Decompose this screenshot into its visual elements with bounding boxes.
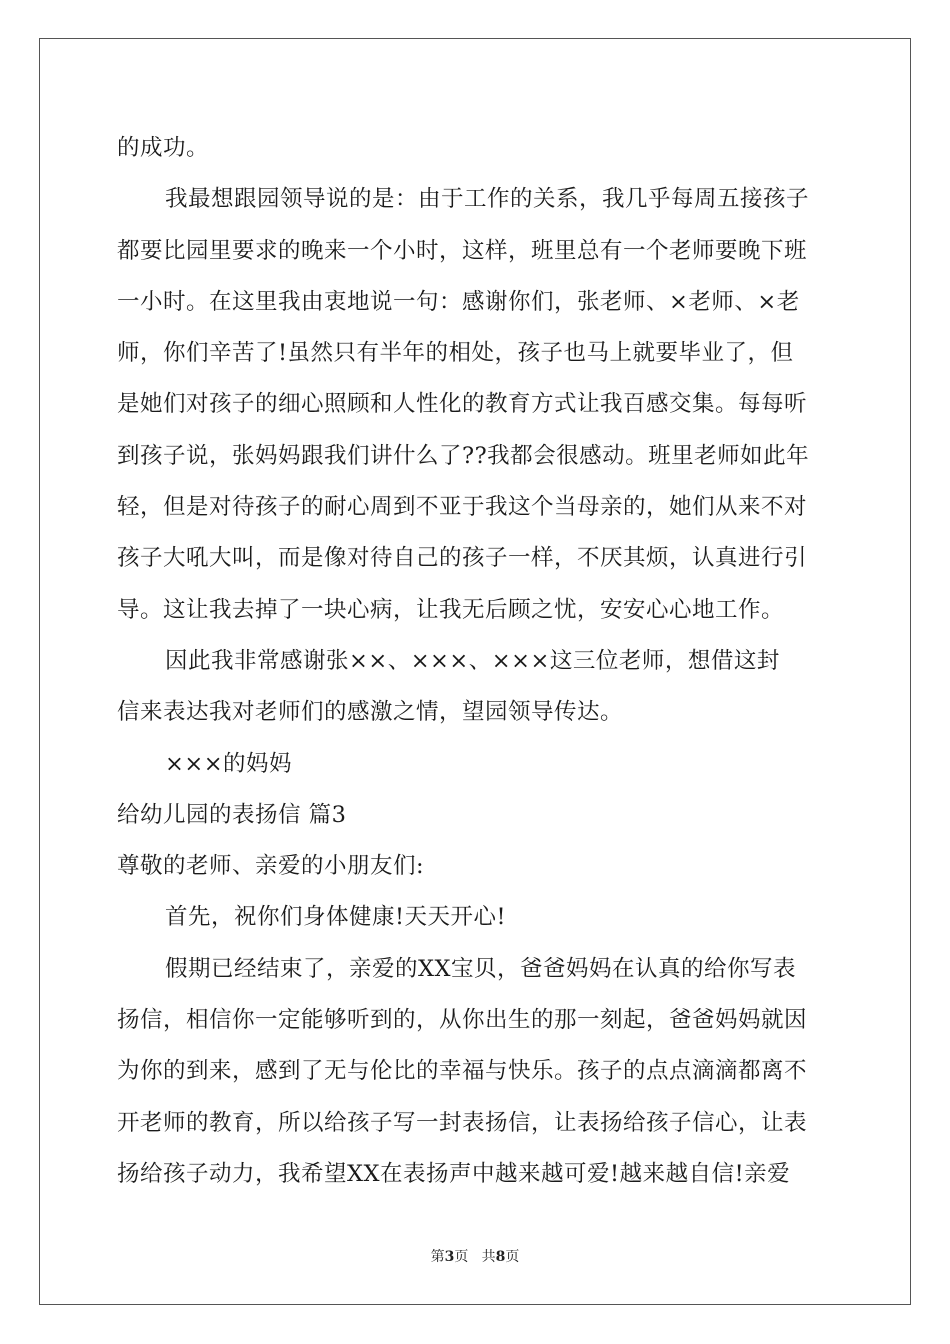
salutation: 尊敬的老师、亲爱的小朋友们:	[117, 853, 425, 880]
text-line: 信来表达我对老师们的感激之情，望园领导传达。	[117, 699, 624, 726]
text-line: 扬给孩子动力，我希望XX在表扬声中越来越可爱!越来越自信!亲爱	[117, 1160, 791, 1187]
text-line: 为你的到来，感到了无与伦比的幸福与快乐。孩子的点点滴滴都离不	[117, 1058, 808, 1085]
text-line: 假期已经结束了，亲爱的XX宝贝，爸爸妈妈在认真的给你写表	[165, 955, 797, 982]
text-line: 的成功。	[117, 135, 210, 161]
signature-line: ×××的妈妈	[165, 750, 293, 777]
text-line: 导。这让我去掉了一块心病，让我无后顾之忧，安安心心地工作。	[117, 596, 785, 623]
text-line: 因此我非常感谢张××、×××、×××这三位老师，想借这封	[165, 647, 780, 674]
text-line: 扬信，相信你一定能够听到的，从你出生的那一刻起，爸爸妈妈就因	[117, 1007, 808, 1034]
text-line: 孩子大吼大叫，而是像对待自己的孩子一样，不厌其烦，认真进行引	[117, 545, 808, 572]
document-body	[117, 128, 837, 1205]
text-line: 一小时。在这里我由衷地说一句：感谢你们，张老师、×老师、×老	[117, 288, 800, 315]
page-number: 3	[444, 1249, 455, 1265]
text-line: 是她们对孩子的细心照顾和人性化的教育方式让我百感交集。每每听	[117, 391, 808, 418]
page-suffix: 页	[454, 1249, 469, 1265]
text-line: 轻，但是对待孩子的耐心周到不亚于我这个当母亲的，她们从来不对	[117, 494, 808, 521]
text-line: 开老师的教育，所以给孩子写一封表扬信，让表扬给孩子信心，让表	[117, 1109, 808, 1136]
page-prefix: 第	[430, 1249, 445, 1265]
total-pages: 8	[495, 1249, 506, 1265]
text-line: 师，你们辛苦了!虽然只有半年的相处，孩子也马上就要毕业了，但	[117, 340, 794, 367]
total-prefix: 共	[481, 1249, 496, 1265]
text-line: 都要比园里要求的晚来一个小时，这样，班里总有一个老师要晚下班	[117, 237, 808, 264]
section-heading: 给幼儿园的表扬信 篇3	[117, 801, 347, 828]
text-line: 到孩子说，张妈妈跟我们讲什么了??我都会很感动。班里老师如此年	[117, 442, 810, 469]
text-line: 首先，祝你们身体健康!天天开心!	[165, 904, 507, 931]
text-line: 我最想跟园领导说的是：由于工作的关系，我几乎每周五接孩子	[165, 186, 810, 213]
total-suffix: 页	[505, 1249, 520, 1265]
page-footer	[0, 1247, 950, 1267]
